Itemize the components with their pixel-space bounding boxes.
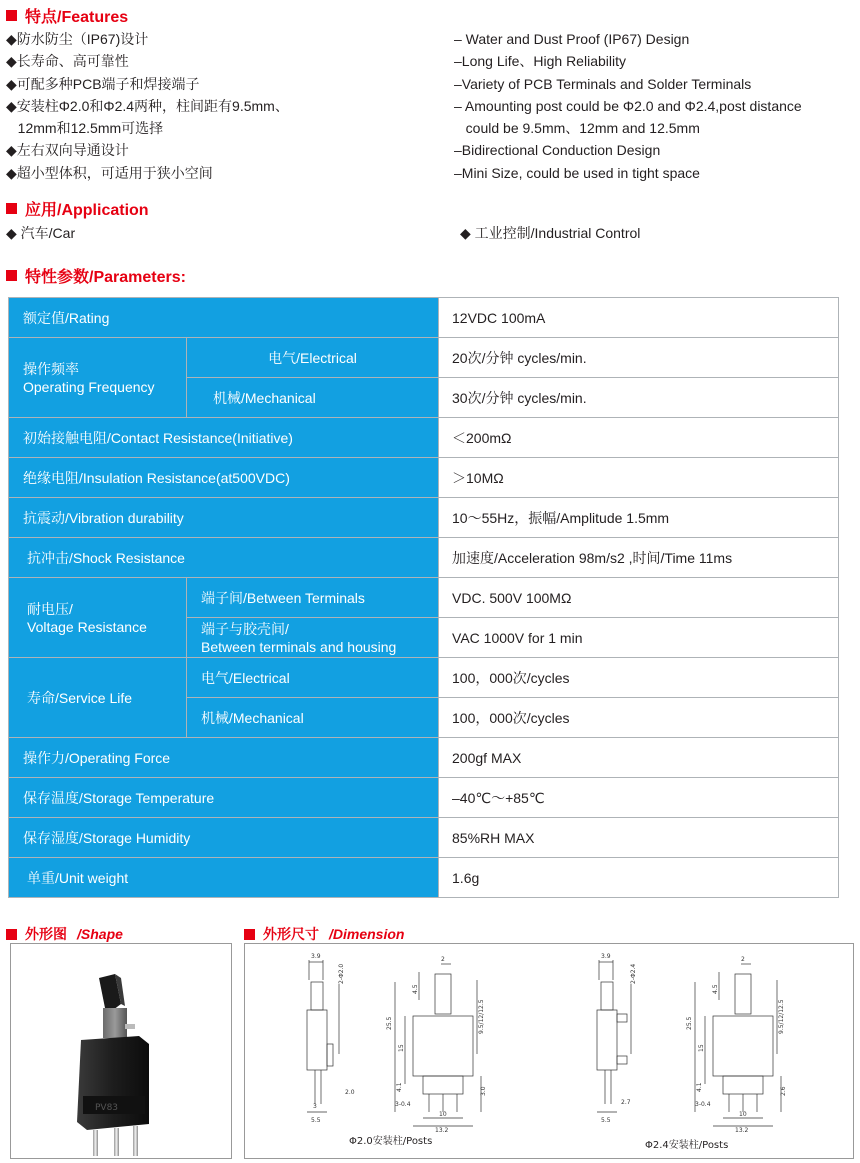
application-heading: 应用/Application (6, 197, 149, 220)
feature-en-item: – Water and Dust Proof (IP67) Design (454, 31, 690, 47)
param-label: 单重/Unit weight (9, 858, 439, 898)
dim-label: 13.2 (435, 1127, 449, 1134)
param-label: 操作力/Operating Force (9, 738, 439, 778)
param-sub-label-cn: 端子与胶壳间/ (201, 620, 289, 637)
outline (713, 1016, 773, 1076)
body-marking: PV83 (95, 1103, 119, 1113)
red-square-icon (6, 929, 17, 940)
dim-label: 2.6 (780, 1086, 787, 1096)
dim-label: 3.9 (601, 953, 611, 960)
red-square-icon (6, 10, 17, 21)
table-row (9, 578, 839, 618)
param-sub-label-en: Between terminals and housing (201, 638, 397, 655)
application-industrial: ◆ 工业控制/Industrial Control (460, 225, 641, 241)
dim-label: 3.9 (311, 953, 321, 960)
feature-en-item: –Mini Size, could be used in tight space (454, 164, 700, 181)
dim-label: 13.2 (735, 1127, 749, 1134)
outline (311, 982, 323, 1010)
param-label: 绝缘电阻/Insulation Resistance(at500VDC) (9, 458, 439, 498)
dimension-drawing (244, 943, 854, 1159)
dim-label: 3.0 (480, 1086, 487, 1096)
feature-en-item: –Bidirectional Conduction Design (454, 142, 661, 159)
param-group-label-cn: 耐电压/ (27, 600, 73, 617)
seal-collar (103, 1008, 127, 1038)
dim-label: 3-0.4 (395, 1101, 411, 1108)
outline (723, 1076, 763, 1094)
feature-cn-item: 12mm和12.5mm可选择 (6, 120, 164, 137)
feature-cn-item: ◆左右双向导通设计 (6, 142, 129, 159)
switch-body (77, 1036, 149, 1130)
outline (617, 1056, 627, 1064)
dim-label: 9.5/12/12.5 (778, 999, 785, 1034)
dim-label: 10 (439, 1111, 447, 1118)
outline (435, 974, 451, 1014)
param-group-label: 寿命/Service Life (9, 658, 187, 738)
parameters-table (8, 297, 839, 898)
param-group-label-cn: 操作频率 (23, 360, 79, 377)
shape-heading: 外形图 /Shape (6, 924, 123, 944)
table-row (9, 338, 839, 378)
dimension-svg (245, 944, 853, 1158)
dim-label: 25.5 (686, 1016, 693, 1030)
terminal-pin (114, 1128, 119, 1156)
param-value: 10～55Hz，振幅/Amplitude 1.5mm (439, 498, 839, 538)
param-sub-label (187, 618, 439, 658)
param-value: 1.6g (439, 858, 839, 898)
parameters-heading: 特性参数/Parameters: (6, 264, 186, 287)
outline (617, 1014, 627, 1022)
features-cn-list (6, 28, 289, 184)
drawing-left (307, 960, 481, 1126)
feature-cn-item: ◆可配多种PCB端子和焊接端子 (6, 75, 200, 92)
param-label: 初始接触电阻/Contact Resistance(Initiative) (9, 418, 439, 458)
outline (423, 1076, 463, 1094)
feature-en-item: –Variety of PCB Terminals and Solder Terminals (454, 75, 752, 92)
param-group-label-en: Voltage Resistance (27, 618, 147, 635)
param-value: 85%RH MAX (439, 818, 839, 858)
outline (413, 1016, 473, 1076)
param-label: 抗冲击/Shock Resistance (9, 538, 439, 578)
outline (735, 974, 751, 1014)
table-row (9, 818, 839, 858)
features-en-list (454, 28, 802, 184)
param-value: 100，000次/cycles (439, 698, 839, 738)
table-row (9, 458, 839, 498)
feature-cn-item: ◆超小型体积，可适用于狭小空间 (6, 164, 213, 181)
dim-label: 2 (441, 956, 445, 963)
side-post (125, 1024, 135, 1029)
param-group-label (9, 338, 187, 418)
labels-right (601, 953, 787, 1134)
table-row (9, 538, 839, 578)
param-value: 200gf MAX (439, 738, 839, 778)
table-row (9, 418, 839, 458)
param-value: 12VDC 100mA (439, 298, 839, 338)
terminal-pin (133, 1126, 138, 1156)
feature-cn-item: ◆安装柱Φ2.0和Φ2.4两种，柱间距有9.5mm、 (6, 97, 289, 114)
param-value: 20次/分钟 cycles/min. (439, 338, 839, 378)
dim-label: 3-0.4 (695, 1101, 711, 1108)
param-label: 额定值/Rating (9, 298, 439, 338)
param-value: ＞10MΩ (439, 458, 839, 498)
application-car: ◆ 汽车/Car (6, 225, 76, 241)
dim-label: 3 (313, 1103, 317, 1110)
param-sub-label: 电气/Electrical (187, 338, 439, 378)
param-value: ＜200mΩ (439, 418, 839, 458)
dim-label: 2.0 (345, 1089, 355, 1096)
param-value: –40℃～+85℃ (439, 778, 839, 818)
feature-cn-item: ◆防水防尘（IP67)设计 (6, 31, 149, 47)
param-label: 保存湿度/Storage Humidity (9, 818, 439, 858)
param-value: 加速度/Acceleration 98m/s2 ,时间/Time 11ms (439, 538, 839, 578)
dim-label: 2.7 (621, 1099, 631, 1106)
red-square-icon (6, 203, 17, 214)
outline (597, 1010, 617, 1070)
table-row (9, 658, 839, 698)
param-sub-label: 机械/Mechanical (187, 698, 439, 738)
dim-label: 15 (398, 1044, 405, 1052)
dim-label: 4.5 (412, 984, 419, 994)
dimension-heading: 外形尺寸 /Dimension (244, 924, 404, 944)
dim-label: 4.1 (696, 1082, 703, 1092)
features-heading: 特点/Features (6, 4, 128, 27)
caption-phi24: Φ2.4安装柱/Posts (645, 1140, 729, 1151)
table-row (9, 738, 839, 778)
shape-photo (10, 943, 232, 1159)
dim-label: 2 (741, 956, 745, 963)
dim-label: 10 (739, 1111, 747, 1118)
table-row (9, 858, 839, 898)
param-value: 30次/分钟 cycles/min. (439, 378, 839, 418)
terminal-pin (93, 1130, 98, 1156)
dim-label: 4.1 (396, 1082, 403, 1092)
table-row (9, 498, 839, 538)
param-value: 100，000次/cycles (439, 658, 839, 698)
param-sub-label: 电气/Electrical (187, 658, 439, 698)
feature-cn-item: ◆长寿命、高可靠性 (6, 53, 129, 70)
param-sub-label: 端子间/Between Terminals (187, 578, 439, 618)
outline (601, 982, 613, 1010)
labels-left (311, 953, 487, 1134)
param-group-label-en: Operating Frequency (23, 378, 155, 395)
param-value: VDC. 500V 100MΩ (439, 578, 839, 618)
param-label: 保存温度/Storage Temperature (9, 778, 439, 818)
dim-label: 15 (698, 1044, 705, 1052)
dim-label: 25.5 (386, 1016, 393, 1030)
dim-label: 2-Φ2.4 (630, 963, 637, 984)
dim-label: 5.5 (601, 1117, 611, 1124)
table-row (9, 778, 839, 818)
outline (307, 1010, 327, 1070)
dim-label: 5.5 (311, 1117, 321, 1124)
feature-en-item: could be 9.5mm、12mm and 12.5mm (454, 120, 700, 137)
dim-label: 2-Φ2.0 (338, 963, 345, 984)
switch-illustration (11, 944, 231, 1158)
param-value: VAC 1000V for 1 min (439, 618, 839, 658)
red-square-icon (6, 270, 17, 281)
param-sub-label: 机械/Mechanical (187, 378, 439, 418)
feature-en-item: – Amounting post could be Φ2.0 and Φ2.4,post distance (454, 97, 802, 114)
dim-label: 9.5/12/12.5 (478, 999, 485, 1034)
param-group-label (9, 578, 187, 658)
outline (327, 1044, 333, 1066)
param-label: 抗震动/Vibration durability (9, 498, 439, 538)
red-square-icon (244, 929, 255, 940)
caption-phi20: Φ2.0安装柱/Posts (349, 1136, 433, 1147)
dim-label: 4.5 (712, 984, 719, 994)
feature-en-item: –Long Life、High Reliability (454, 53, 626, 70)
table-row (9, 298, 839, 338)
